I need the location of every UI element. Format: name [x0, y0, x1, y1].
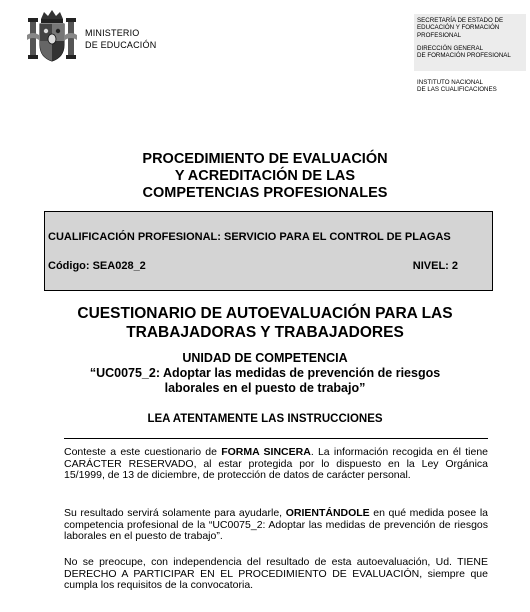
secretaria-line-3: PROFESIONAL — [417, 31, 462, 39]
p2-text-c: en qué medida posee la competencia profesional de la “UC0075_2: Adoptar las medidas de prevención de riesgos laborales en el puesto de trabajo”. — [64, 507, 488, 543]
paragraph-sincere — [64, 447, 488, 482]
unit-line-2: laborales en el puesto de trabajo” — [164, 381, 366, 395]
p1-text-c: . La información recogida en él tiene CARÁCTER RESERVADO, al estar protegida por lo dispuesto en la Ley Orgánica 15/1999, de 13 de diciembre, de protección de datos de carácter personal. — [64, 446, 488, 482]
qualification-box — [44, 211, 493, 291]
questionnaire-title — [0, 304, 530, 342]
direccion-line-1: DIRECCIÓN GENERAL — [417, 44, 484, 52]
ministry-line-2: DE EDUCACIÓN — [85, 40, 157, 50]
p1-text-bold: FORMA SINCERA — [221, 446, 311, 458]
secretaria-line-2: EDUCACIÓN Y FORMACIÓN — [417, 24, 500, 32]
ministry-line-1: MINISTERIO — [85, 28, 140, 38]
p1-text-a: Conteste a este cuestionario de — [64, 446, 222, 458]
instituto-line-1: INSTITUTO NACIONAL — [417, 79, 483, 86]
questionnaire-title-line-2: TRABAJADORAS Y TRABAJADORES — [126, 324, 404, 341]
p2-text-a: Su resultado servirá solamente para ayudarle, — [64, 507, 286, 519]
qualification-label: CUALIFICACIÓN PROFESIONAL: SERVICIO PARA EL CONTROL DE PLAGAS — [48, 231, 451, 243]
p2-text-bold: ORIENTÁNDOLE — [285, 507, 370, 519]
unit-heading: UNIDAD DE COMPETENCIA — [182, 351, 348, 365]
title-line-3: COMPETENCIAS PROFESIONALES — [142, 185, 388, 201]
secretaria-line-1: SECRETARÍA DE ESTADO DE — [417, 17, 504, 24]
instructions-heading: LEA ATENTAMENTE LAS INSTRUCCIONES — [147, 413, 383, 425]
unit-line-1: “UC0075_2: Adoptar las medidas de prevención de riesgos — [89, 366, 441, 380]
document-title — [0, 151, 530, 202]
competence-unit — [0, 351, 530, 396]
instituto-name — [417, 79, 497, 94]
questionnaire-title-line-1: CUESTIONARIO DE AUTOEVALUACIÓN PARA LAS — [77, 305, 453, 322]
qualification-code: Código: SEA028_2 — [48, 260, 146, 272]
qualification-level: NIVEL: 2 — [412, 260, 458, 272]
ministry-name — [85, 27, 156, 51]
paragraph-rights: No se preocupe, con independencia del resultado de esta autoevaluación, Ud. TIENE DERECHO A PARTICIPAR EN EL PROCEDIMIENTO DE EVALUACIÓN, siempre que cumpla los requisitos de la convocatoria. — [64, 556, 488, 592]
secretariat-box — [414, 14, 526, 71]
direccion-line-2: DE FORMACIÓN PROFESIONAL — [417, 52, 511, 60]
instituto-line-2: DE LAS CUALIFICACIONES — [417, 86, 497, 94]
title-line-2: Y ACREDITACIÓN DE LAS — [174, 168, 356, 184]
paragraph-orientation — [64, 508, 488, 543]
coat-of-arms-icon — [27, 9, 77, 64]
title-line-1: PROCEDIMIENTO DE EVALUACIÓN — [142, 151, 388, 167]
divider — [64, 438, 488, 439]
